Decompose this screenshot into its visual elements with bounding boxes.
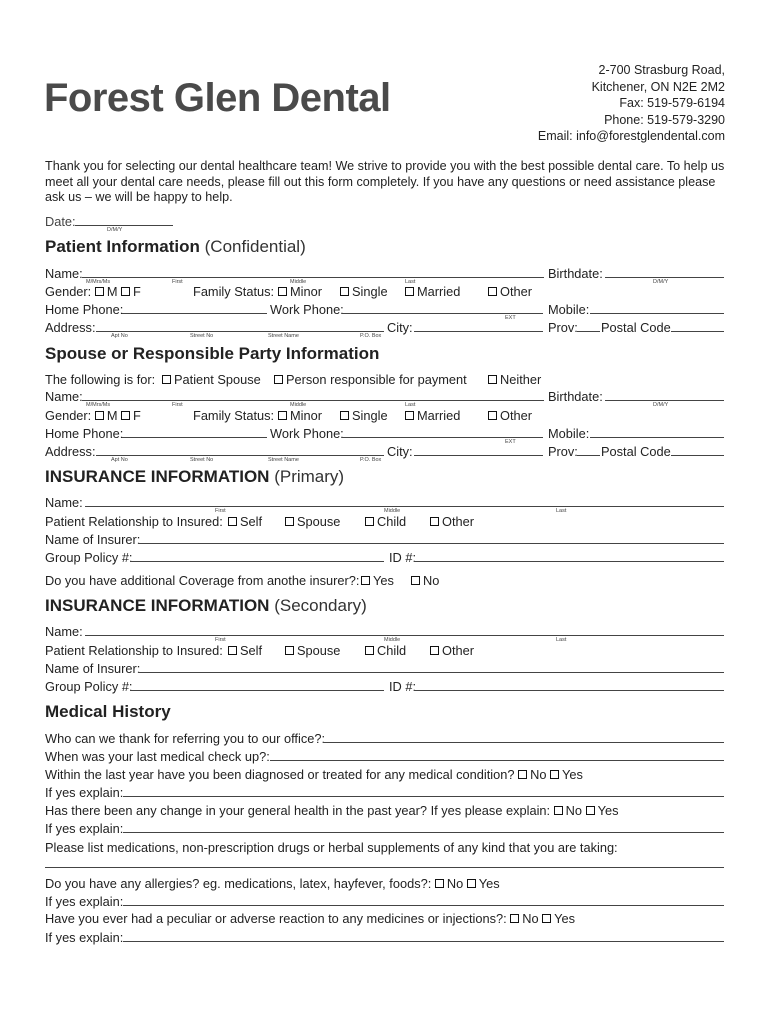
date-label: Date: <box>45 214 76 229</box>
status-minor-checkbox[interactable] <box>278 287 287 296</box>
patient-address-label: Address: <box>45 320 96 335</box>
spouse-name-field[interactable] <box>82 400 544 401</box>
status-minor-checkbox[interactable] <box>278 411 287 420</box>
ins2-name-hint-middle: Middle <box>384 637 401 643</box>
insurance-secondary-heading: INSURANCE INFORMATION (Secondary) <box>45 596 367 615</box>
gender-f-label: F <box>133 408 141 423</box>
gender-label: Gender: <box>45 284 92 299</box>
patient-gender-row <box>45 284 141 299</box>
spouse-address-field[interactable] <box>96 455 384 456</box>
spouse-status-other-option[interactable]: Other <box>488 408 532 423</box>
reaction-yes-checkbox[interactable] <box>542 914 551 923</box>
medical-history-heading: Medical History <box>45 702 171 721</box>
patient-birthdate-hint: D/M/Y <box>653 279 669 285</box>
date-field[interactable] <box>75 225 173 226</box>
spouse-mobile-field[interactable] <box>590 437 724 438</box>
additional-yes-checkbox[interactable] <box>361 576 370 585</box>
ins1-name-hint-middle: Middle <box>384 508 401 514</box>
checkup-field[interactable] <box>270 760 724 761</box>
date-hint: D/M/Y <box>107 227 123 233</box>
spouse-prov-field[interactable] <box>577 455 600 456</box>
ins2-name-label: Name: <box>45 624 83 639</box>
patient-spouse-checkbox[interactable] <box>162 375 171 384</box>
patient-name-hint-title: M/Mrs/Ms <box>86 279 111 285</box>
patient-postal-label: Postal Code <box>601 320 671 335</box>
ins1-relationship-label: Patient Relationship to Insured: <box>45 514 223 529</box>
address-hint-po-box: P.O. Box <box>360 457 382 463</box>
change-no-checkbox[interactable] <box>554 806 563 815</box>
spouse-home-phone-field[interactable] <box>122 437 267 438</box>
intro-paragraph: Thank you for selecting our dental healthcare team! We strive to provide you with the best possible dental care. To help us meet all your dental care needs, please fill out this form completely. If you have any questions or need assistance please ask us – we will be happy to help. <box>45 159 725 205</box>
patient-name-label: Name: <box>45 266 83 281</box>
fax-number: Fax: 519-579-6194 <box>619 96 725 110</box>
status-single-checkbox[interactable] <box>340 287 349 296</box>
status-other-checkbox[interactable] <box>488 287 497 296</box>
address-hint-apt: Apt No <box>111 457 128 463</box>
patient-postal-field[interactable] <box>671 331 724 332</box>
patient-mobile-label: Mobile: <box>548 302 590 317</box>
allergies-explain-label: If yes explain: <box>45 894 124 909</box>
status-minor-option[interactable]: Minor <box>278 284 322 299</box>
rel-self-checkbox[interactable] <box>228 646 237 655</box>
diagnosed-no-checkbox[interactable] <box>518 770 527 779</box>
gender-f-label: F <box>133 284 141 299</box>
ins1-rel-self-option[interactable]: Self <box>228 514 262 529</box>
spouse-postal-field[interactable] <box>671 455 724 456</box>
ins1-group-field[interactable] <box>130 561 384 562</box>
spouse-city-label: City: <box>387 444 413 459</box>
spouse-status-minor-option[interactable]: Minor <box>278 408 322 423</box>
address-hint-street-no: Street No <box>190 457 214 463</box>
rel-other-checkbox[interactable] <box>430 646 439 655</box>
spouse-city-field[interactable] <box>414 455 543 456</box>
spouse-birthdate-field[interactable] <box>605 400 724 401</box>
ins2-group-field[interactable] <box>130 690 384 691</box>
rel-child-checkbox[interactable] <box>365 646 374 655</box>
spouse-name-hint-middle: Middle <box>290 402 307 408</box>
ins2-group-label: Group Policy #: <box>45 679 133 694</box>
spouse-home-phone-label: Home Phone: <box>45 426 124 441</box>
patient-name-hint-middle: Middle <box>290 279 307 285</box>
patient-mobile-field[interactable] <box>590 313 724 314</box>
spouse-gender-f-checkbox[interactable] <box>121 411 130 420</box>
health-change-question: Has there been any change in your general health in the past year? If yes please explain: No Yes <box>45 803 619 818</box>
spouse-birthdate-label: Birthdate: <box>548 389 603 404</box>
status-other-option[interactable]: Other <box>488 284 532 299</box>
gender-m-label: M <box>106 284 118 299</box>
ins1-name-field[interactable] <box>85 506 724 507</box>
clinic-contact-block <box>538 62 725 145</box>
diagnosed-explain-field[interactable] <box>123 796 724 797</box>
diagnosed-question: Within the last year have you been diagnosed or treated for any medical condition? No Yes <box>45 767 583 782</box>
ins1-insurer-label: Name of Insurer: <box>45 532 141 547</box>
allergies-no-checkbox[interactable] <box>435 879 444 888</box>
ins2-rel-spouse-option[interactable]: Spouse <box>285 643 340 658</box>
ins1-rel-child-option[interactable]: Child <box>365 514 406 529</box>
spouse-ext-hint: EXT <box>505 439 516 445</box>
patient-birthdate-field[interactable] <box>605 277 724 278</box>
patient-birthdate-label: Birthdate: <box>548 266 603 281</box>
additional-yes-option[interactable]: Yes <box>361 573 394 588</box>
ins1-rel-spouse-option[interactable]: Spouse <box>285 514 340 529</box>
rel-spouse-checkbox[interactable] <box>285 517 294 526</box>
medications-question: Please list medications, non-prescription drugs or herbal supplements of any kind that you are taking: <box>45 840 618 855</box>
reaction-explain-field[interactable] <box>123 941 724 942</box>
following-patient-spouse-option[interactable]: Patient Spouse <box>162 372 261 387</box>
clinic-logo: Forest Glen Dental <box>44 76 391 120</box>
change-explain-label: If yes explain: <box>45 821 124 836</box>
additional-no-checkbox[interactable] <box>411 576 420 585</box>
spouse-prov-label: Prov: <box>548 444 578 459</box>
rel-child-checkbox[interactable] <box>365 517 374 526</box>
status-married-checkbox[interactable] <box>405 411 414 420</box>
spouse-gender-m-checkbox[interactable] <box>95 411 104 420</box>
ins2-rel-child-option[interactable]: Child <box>365 643 406 658</box>
ins1-insurer-field[interactable] <box>138 543 724 544</box>
patient-name-hint-first: First <box>172 279 183 285</box>
ins2-id-label: ID #: <box>389 679 417 694</box>
following-neither-option[interactable]: Neither <box>488 372 541 387</box>
patient-home-phone-label: Home Phone: <box>45 302 124 317</box>
spouse-family-status-label: Family Status: <box>193 408 275 423</box>
spouse-name-hint-first: First <box>172 402 183 408</box>
allergies-question: Do you have any allergies? eg. medications, latex, hayfever, foods?: No Yes <box>45 876 500 891</box>
change-explain-field[interactable] <box>123 832 724 833</box>
gender-f-checkbox[interactable] <box>121 287 130 296</box>
ins2-rel-self-option[interactable]: Self <box>228 643 262 658</box>
spouse-gender-row <box>45 408 141 423</box>
patient-info-heading: Patient Information (Confidential) <box>45 237 306 256</box>
patient-work-phone-label: Work Phone: <box>270 302 344 317</box>
ins2-id-field[interactable] <box>414 690 724 691</box>
spouse-name-hint-title: M/Mrs/Ms <box>86 402 111 408</box>
allergies-yes-checkbox[interactable] <box>467 879 476 888</box>
spouse-info-heading: Spouse or Responsible Party Information <box>45 344 380 363</box>
patient-city-label: City: <box>387 320 413 335</box>
status-married-option[interactable]: Married <box>405 284 460 299</box>
referral-field[interactable] <box>323 742 724 743</box>
patient-family-status-label: Family Status: <box>193 284 275 299</box>
spouse-status-married-option[interactable]: Married <box>405 408 460 423</box>
following-responsible-option[interactable]: Person responsible for payment <box>274 372 467 387</box>
additional-no-option[interactable]: No <box>411 573 439 588</box>
change-yes-checkbox[interactable] <box>586 806 595 815</box>
status-married-checkbox[interactable] <box>405 287 414 296</box>
ins2-name-field[interactable] <box>85 635 724 636</box>
ins1-id-field[interactable] <box>414 561 724 562</box>
patient-home-phone-field[interactable] <box>122 313 267 314</box>
address-hint-apt: Apt No <box>111 333 128 339</box>
patient-prov-label: Prov: <box>548 320 578 335</box>
patient-address-field[interactable] <box>96 331 384 332</box>
phone-number: Phone: 519-579-3290 <box>604 112 725 127</box>
ins1-name-hint-last: Last <box>556 508 567 514</box>
following-for-label: The following is for: <box>45 372 156 387</box>
spouse-status-single-option[interactable]: Single <box>340 408 388 423</box>
gender-m-label: M <box>106 408 118 423</box>
rel-spouse-checkbox[interactable] <box>285 646 294 655</box>
patient-work-phone-field[interactable] <box>342 313 543 314</box>
patient-city-field[interactable] <box>414 331 543 332</box>
address-line-1: 2-700 Strasburg Road, <box>598 63 725 77</box>
ins2-insurer-label: Name of Insurer: <box>45 661 141 676</box>
spouse-name-label: Name: <box>45 389 83 404</box>
spouse-postal-label: Postal Code <box>601 444 671 459</box>
reaction-no-checkbox[interactable] <box>510 914 519 923</box>
status-single-checkbox[interactable] <box>340 411 349 420</box>
insurance-primary-heading: INSURANCE INFORMATION (Primary) <box>45 467 345 486</box>
status-single-option[interactable]: Single <box>340 284 388 299</box>
additional-coverage-label: Do you have additional Coverage from anothe insurer?: <box>45 573 360 588</box>
gender-m-checkbox[interactable] <box>95 287 104 296</box>
ins1-id-label: ID #: <box>389 550 417 565</box>
patient-name-field[interactable] <box>82 277 544 278</box>
email-address: Email: info@forestglendental.com <box>537 129 725 143</box>
ins1-name-label: Name: <box>45 495 83 510</box>
ins1-rel-other-option[interactable]: Other <box>430 514 474 529</box>
neither-checkbox[interactable] <box>488 375 497 384</box>
diagnosed-yes-checkbox[interactable] <box>550 770 559 779</box>
ins1-name-hint-first: First <box>215 508 226 514</box>
patient-prov-field[interactable] <box>577 331 600 332</box>
ins2-name-hint-last: Last <box>556 637 567 643</box>
status-other-checkbox[interactable] <box>488 411 497 420</box>
allergies-explain-field[interactable] <box>123 905 724 906</box>
address-hint-street-no: Street No <box>190 333 214 339</box>
checkup-question: When was your last medical check up?: <box>45 749 270 764</box>
spouse-address-label: Address: <box>45 444 96 459</box>
reaction-question: Have you ever had a peculiar or adverse reaction to any medicines or injections?: No Yes <box>45 911 576 926</box>
medications-field[interactable] <box>45 867 724 868</box>
ins2-insurer-field[interactable] <box>138 672 724 673</box>
rel-self-checkbox[interactable] <box>228 517 237 526</box>
ins2-name-hint-first: First <box>215 637 226 643</box>
gender-label: Gender: <box>45 408 92 423</box>
address-hint-po-box: P.O. Box <box>360 333 382 339</box>
address-line-2: Kitchener, ON N2E 2M2 <box>591 79 725 94</box>
ins2-relationship-label: Patient Relationship to Insured: <box>45 643 223 658</box>
patient-ext-hint: EXT <box>505 315 516 321</box>
rel-other-checkbox[interactable] <box>430 517 439 526</box>
address-hint-street-name: Street Name <box>268 457 299 463</box>
spouse-work-phone-label: Work Phone: <box>270 426 344 441</box>
patient-name-hint-last: Last <box>405 279 416 285</box>
address-hint-street-name: Street Name <box>268 333 299 339</box>
spouse-mobile-label: Mobile: <box>548 426 590 441</box>
reaction-explain-label: If yes explain: <box>45 930 124 945</box>
diagnosed-explain-label: If yes explain: <box>45 785 124 800</box>
ins2-rel-other-option[interactable]: Other <box>430 643 474 658</box>
responsible-payment-checkbox[interactable] <box>274 375 283 384</box>
spouse-work-phone-field[interactable] <box>342 437 543 438</box>
ins1-group-label: Group Policy #: <box>45 550 133 565</box>
referral-question: Who can we thank for referring you to our office?: <box>45 731 326 746</box>
spouse-name-hint-last: Last <box>405 402 416 408</box>
spouse-birthdate-hint: D/M/Y <box>653 402 669 408</box>
